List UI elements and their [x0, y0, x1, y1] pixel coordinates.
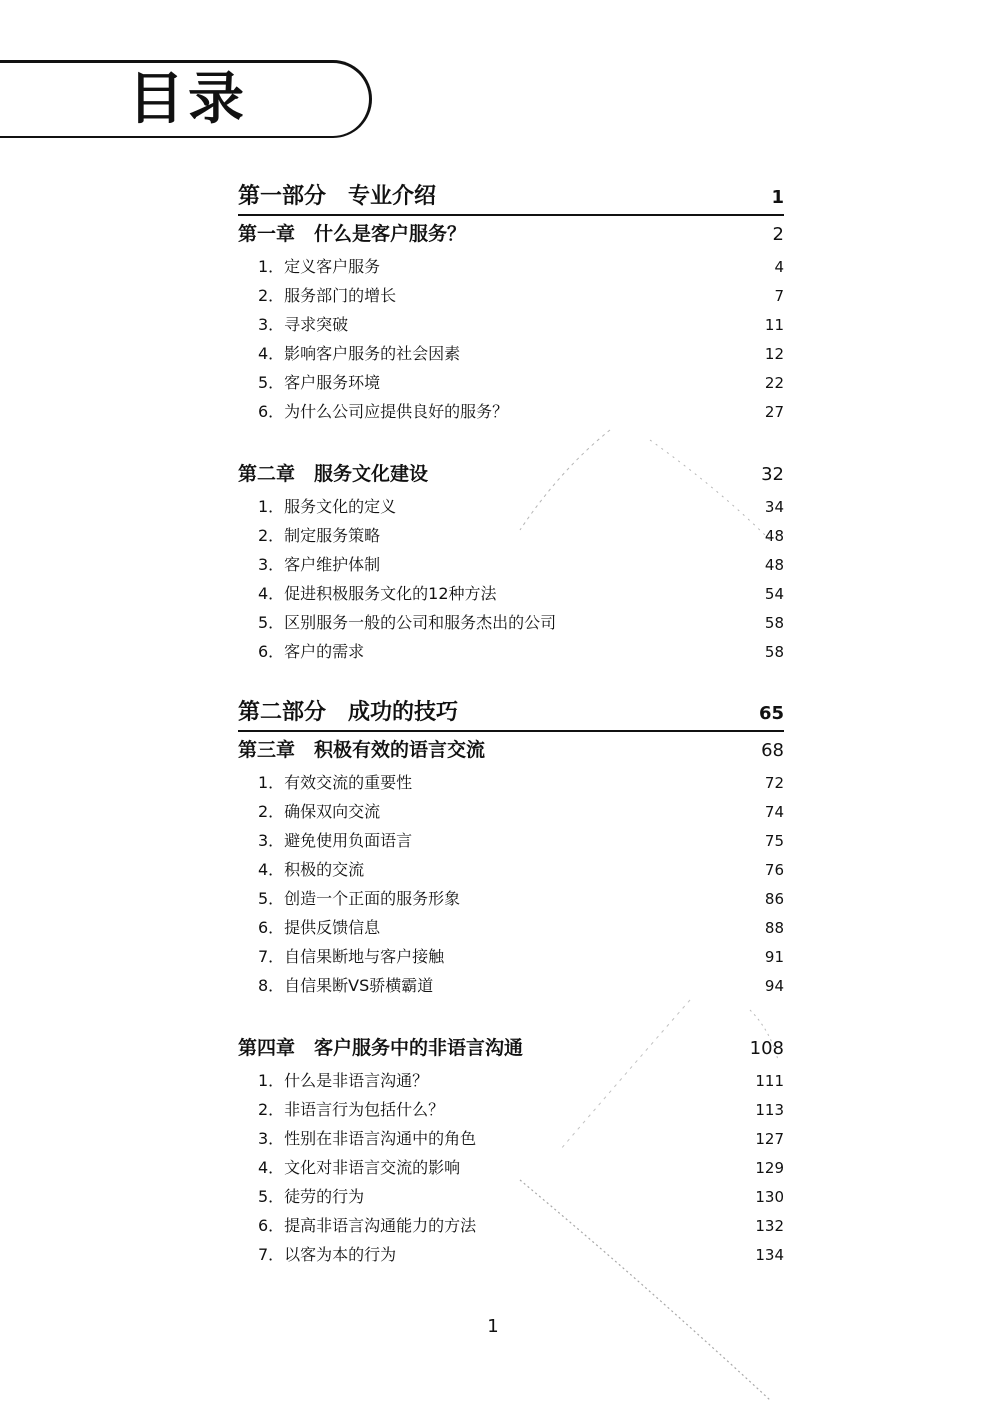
toc-chapter[interactable]	[238, 732, 784, 768]
item-label: 4．影响客户服务的社会因素	[258, 344, 461, 363]
item-label: 1．什么是非语言沟通？	[258, 1071, 429, 1090]
part-title: 第一部分 专业介绍	[238, 184, 437, 209]
item-label: 8．自信果断VS骄横霸道	[258, 976, 434, 995]
item-label: 2．非语言行为包括什么？	[258, 1100, 445, 1119]
item-label: 1．定义客户服务	[258, 257, 381, 276]
toc-item[interactable]	[238, 1066, 784, 1095]
item-label: 6．为什么公司应提供良好的服务？	[258, 402, 509, 421]
toc-item[interactable]	[238, 492, 784, 521]
toc-item[interactable]	[238, 252, 784, 281]
item-label: 2．制定服务策略	[258, 526, 381, 545]
item-page: 7	[774, 287, 784, 305]
chapter-page: 68	[761, 740, 784, 761]
item-page: 75	[764, 832, 784, 850]
toc-item[interactable]	[238, 826, 784, 855]
item-label: 6．客户的需求	[258, 642, 365, 661]
spacer	[238, 666, 784, 696]
item-page: 91	[764, 948, 784, 966]
item-label: 3．客户维护体制	[258, 555, 381, 574]
item-page: 127	[755, 1130, 784, 1148]
item-page: 54	[764, 585, 784, 603]
item-page: 134	[755, 1246, 784, 1264]
item-page: 48	[764, 527, 784, 545]
toc-item[interactable]	[238, 797, 784, 826]
toc-item[interactable]	[238, 521, 784, 550]
toc-item[interactable]	[238, 550, 784, 579]
toc-chapter[interactable]	[238, 456, 784, 492]
item-label: 4．文化对非语言交流的影响	[258, 1158, 461, 1177]
part-page: 65	[758, 703, 784, 724]
toc-item[interactable]	[238, 339, 784, 368]
chapter-title: 第四章 客户服务中的非语言沟通	[238, 1037, 524, 1059]
item-label: 6．提高非语言沟通能力的方法	[258, 1216, 477, 1235]
item-page: 130	[755, 1188, 784, 1206]
chapter-title: 第三章 积极有效的语言交流	[238, 739, 486, 761]
chapter-title: 第一章 什么是客户服务？	[238, 223, 467, 245]
item-page: 86	[764, 890, 784, 908]
item-page: 34	[764, 498, 784, 516]
toc-item[interactable]	[238, 913, 784, 942]
toc-item[interactable]	[238, 1182, 784, 1211]
item-label: 1．有效交流的重要性	[258, 773, 413, 792]
item-label: 5．创造一个正面的服务形象	[258, 889, 461, 908]
page-title: 目录	[128, 67, 248, 132]
toc-item[interactable]	[238, 397, 784, 426]
item-label: 7．以客为本的行为	[258, 1245, 397, 1264]
chapter-page: 32	[761, 464, 784, 485]
toc-item[interactable]	[238, 1240, 784, 1269]
item-label: 5．客户服务环境	[258, 373, 381, 392]
toc-item[interactable]	[238, 942, 784, 971]
part-page: 1	[771, 187, 784, 208]
toc-item[interactable]	[238, 1153, 784, 1182]
toc-chapter[interactable]	[238, 1030, 784, 1066]
item-label: 3．寻求突破	[258, 315, 349, 334]
chapter-title: 第二章 服务文化建设	[238, 463, 429, 485]
toc-item[interactable]	[238, 1095, 784, 1124]
item-page: 88	[764, 919, 784, 937]
item-page: 27	[764, 403, 784, 421]
item-page: 11	[764, 316, 784, 334]
item-page: 132	[755, 1217, 784, 1235]
item-page: 22	[764, 374, 784, 392]
toc-item[interactable]	[238, 1211, 784, 1240]
part-title: 第二部分 成功的技巧	[238, 700, 459, 725]
toc-item[interactable]	[238, 310, 784, 339]
toc-part[interactable]	[238, 696, 784, 732]
table-of-contents	[238, 180, 784, 1269]
item-page: 12	[764, 345, 784, 363]
toc-chapter[interactable]	[238, 216, 784, 252]
toc-item[interactable]	[238, 637, 784, 666]
item-label: 3．性别在非语言沟通中的角色	[258, 1129, 477, 1148]
item-label: 4．促进积极服务文化的12种方法	[258, 584, 497, 603]
chapter-page: 2	[772, 224, 784, 245]
toc-part[interactable]	[238, 180, 784, 216]
toc-item[interactable]	[238, 884, 784, 913]
item-page: 72	[764, 774, 784, 792]
item-page: 113	[755, 1101, 784, 1119]
item-page: 94	[764, 977, 784, 995]
item-label: 5．区别服务一般的公司和服务杰出的公司	[258, 613, 557, 632]
item-label: 2．服务部门的增长	[258, 286, 397, 305]
page-number: 1	[487, 1316, 499, 1337]
toc-item[interactable]	[238, 1124, 784, 1153]
item-page: 111	[755, 1072, 784, 1090]
chapter-page: 108	[749, 1038, 784, 1059]
item-page: 58	[764, 643, 784, 661]
item-page: 129	[755, 1159, 784, 1177]
spacer	[238, 1000, 784, 1030]
toc-item[interactable]	[238, 281, 784, 310]
toc-item[interactable]	[238, 608, 784, 637]
item-page: 48	[764, 556, 784, 574]
item-label: 4．积极的交流	[258, 860, 365, 879]
toc-item[interactable]	[238, 855, 784, 884]
item-page: 4	[774, 258, 784, 276]
spacer	[238, 426, 784, 456]
item-page: 74	[764, 803, 784, 821]
item-label: 3．避免使用负面语言	[258, 831, 413, 850]
item-label: 5．徒劳的行为	[258, 1187, 365, 1206]
item-label: 1．服务文化的定义	[258, 497, 397, 516]
toc-item[interactable]	[238, 971, 784, 1000]
item-page: 76	[764, 861, 784, 879]
item-label: 2．确保双向交流	[258, 802, 381, 821]
toc-item[interactable]	[238, 768, 784, 797]
toc-item[interactable]	[238, 579, 784, 608]
item-label: 7．自信果断地与客户接触	[258, 947, 445, 966]
item-label: 6．提供反馈信息	[258, 918, 381, 937]
item-page: 58	[764, 614, 784, 632]
toc-item[interactable]	[238, 368, 784, 397]
